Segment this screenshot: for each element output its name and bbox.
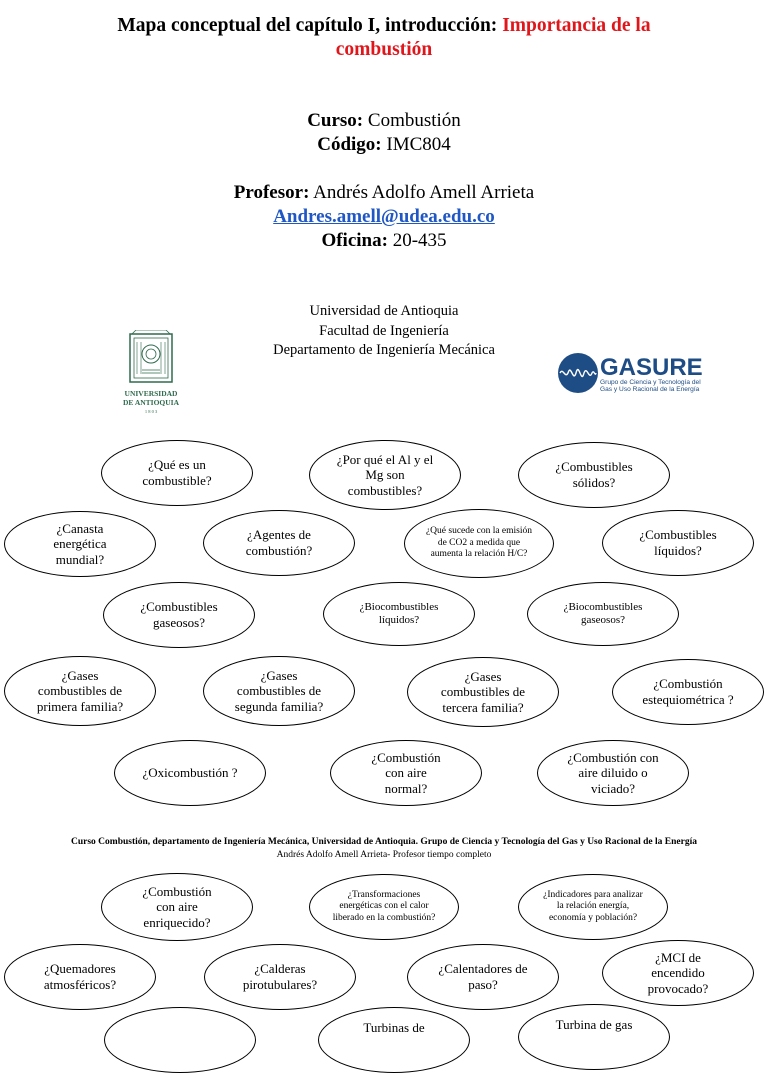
concept-liquid-biofuels[interactable]: ¿Biocombustibles líquidos? <box>323 582 475 646</box>
title-red-1: Importancia de la <box>502 15 651 36</box>
concept-instant-heaters[interactable]: ¿Calentadores de paso? <box>407 944 559 1010</box>
concept-co2-emission-hc[interactable]: ¿Qué sucede con la emisión de CO2 a medida que aumenta la relación H/C? <box>404 509 554 578</box>
concept-stoichiometric[interactable]: ¿Combustión estequiométrica ? <box>612 659 764 725</box>
page-title <box>0 14 768 62</box>
concept-atmospheric-burners[interactable]: ¿Quemadores atmosféricos? <box>4 944 156 1010</box>
concept-energy-indicators[interactable]: ¿Indicadores para analizar la relación energía, economía y población? <box>518 874 668 940</box>
footer-line-2: Andrés Adolfo Amell Arrieta- Profesor tiempo completo <box>276 850 492 860</box>
udea-logo-year: 1 8 0 3 <box>144 409 158 414</box>
curso-label: Curso: <box>307 110 364 131</box>
concept-diluted-air[interactable]: ¿Combustión con aire diluido o viciado? <box>537 740 689 806</box>
institution-line-2: Facultad de Ingeniería <box>319 322 449 339</box>
concept-gas-turbine[interactable]: Turbina de gas <box>518 1004 670 1070</box>
concept-what-is-fuel[interactable]: ¿Qué es un combustible? <box>101 440 253 506</box>
title-red-2: combustión <box>335 39 433 60</box>
concept-energy-transformations[interactable]: ¿Transformaciones energéticas con el calor liberado en la combustión? <box>309 874 459 940</box>
gasure-logo-tag1: Grupo de Ciencia y Tecnología del <box>600 379 701 386</box>
gasure-logo-tag2: Gas y Uso Racional de la Energía <box>600 386 700 393</box>
gasure-logo <box>556 350 716 396</box>
concept-cut-off-1[interactable] <box>104 1007 256 1073</box>
codigo-value: IMC804 <box>386 134 451 155</box>
concept-combustion-agents[interactable]: ¿Agentes de combustión? <box>203 510 355 576</box>
concept-normal-air[interactable]: ¿Combustión con aire normal? <box>330 740 482 806</box>
profesor-line <box>0 181 768 205</box>
concept-energy-basket[interactable]: ¿Canasta energética mundial? <box>4 511 156 577</box>
concept-oxycombustion[interactable]: ¿Oxicombustión ? <box>114 740 266 806</box>
profesor-value: Andrés Adolfo Amell Arrieta <box>313 182 535 203</box>
footer <box>0 836 768 862</box>
concept-solid-fuels[interactable]: ¿Combustibles sólidos? <box>518 442 670 508</box>
oficina-label: Oficina: <box>321 230 388 251</box>
email-line <box>0 205 768 229</box>
concept-gaseous-fuels[interactable]: ¿Combustibles gaseosos? <box>103 582 255 648</box>
codigo-line <box>0 133 768 157</box>
concept-second-family-gases[interactable]: ¿Gases combustibles de segunda familia? <box>203 656 355 726</box>
footer-line-1: Curso Combustión, departamento de Ingeniería Mecánica, Universidad de Antioquia. Grupo de Ciencia y Tecnología del Gas y Uso Racional de la Energía <box>71 837 697 847</box>
curso-line <box>0 109 768 133</box>
profesor-label: Profesor: <box>233 182 310 203</box>
institution-line-3: Departamento de Ingeniería Mecánica <box>273 342 495 358</box>
title-black: Mapa conceptual del capítulo I, introducción: <box>117 15 498 36</box>
gasure-logo-name: GASURE <box>600 354 703 381</box>
concept-spark-ignition-ice[interactable]: ¿MCI de encendido provocado? <box>602 940 754 1006</box>
oficina-line <box>0 229 768 253</box>
codigo-label: Código: <box>317 134 382 155</box>
udea-logo-line2: DE ANTIOQUIA <box>122 398 180 407</box>
concept-firetube-boilers[interactable]: ¿Calderas pirotubulares? <box>204 944 356 1010</box>
udea-logo <box>112 330 190 416</box>
institution-line-1: Universidad de Antioquia <box>309 303 459 319</box>
udea-logo-line1: UNIVERSIDAD <box>124 389 178 398</box>
concept-gaseous-biofuels[interactable]: ¿Biocombustibles gaseosos? <box>527 582 679 646</box>
email-link[interactable]: Andres.amell@udea.edu.co <box>273 206 495 227</box>
concept-al-mg-fuels[interactable]: ¿Por qué el Al y el Mg son combustibles? <box>309 440 461 510</box>
concept-third-family-gases[interactable]: ¿Gases combustibles de tercera familia? <box>407 657 559 727</box>
oficina-value: 20-435 <box>392 230 447 251</box>
curso-value: Combustión <box>367 110 461 131</box>
concept-turbinas[interactable]: Turbinas de <box>318 1007 470 1073</box>
concept-first-family-gases[interactable]: ¿Gases combustibles de primera familia? <box>4 656 156 726</box>
concept-enriched-air[interactable]: ¿Combustión con aire enriquecido? <box>101 873 253 941</box>
concept-liquid-fuels[interactable]: ¿Combustibles líquidos? <box>602 510 754 576</box>
